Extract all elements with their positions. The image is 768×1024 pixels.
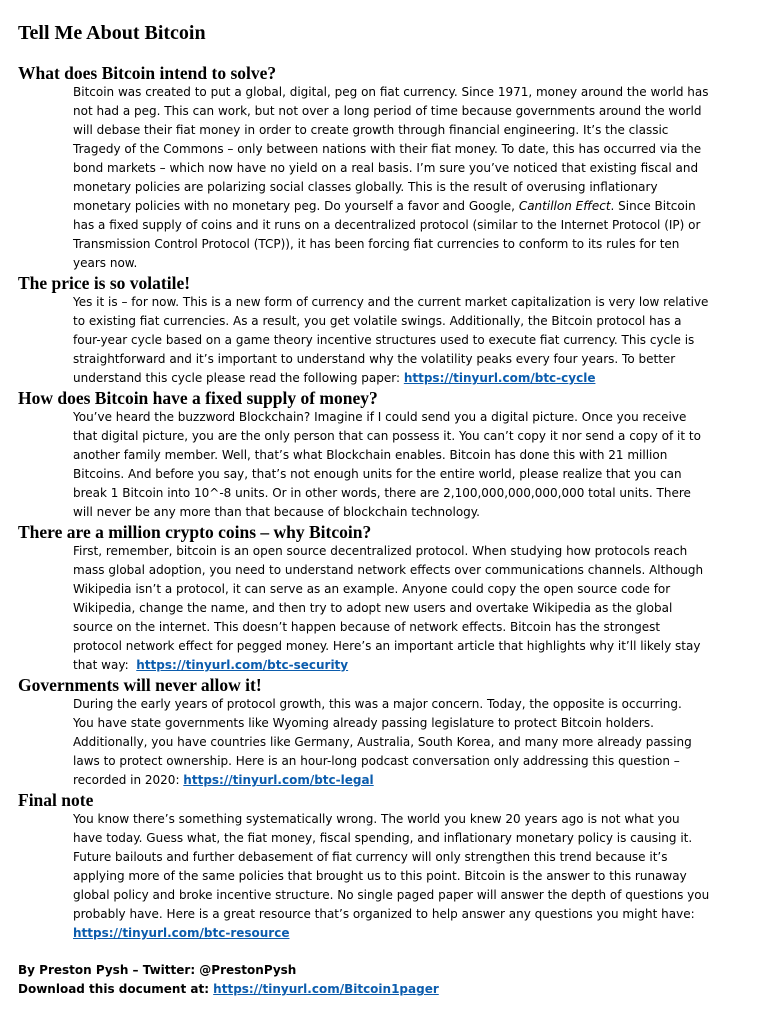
text-line: another family member. Well, that’s what Blockchain enables. Bitcoin has done this with 21 million [73,448,668,462]
text-line: laws to protect ownership. Here is an hour-long podcast conversation only addressing this question – [73,754,680,768]
text-line: have today. Guess what, the fiat money, fiscal spending, and inflationary monetary policy is causing it. [73,831,693,845]
text-line: Bitcoins. And before you say, that’s not enough units for the entire world, please realize that you can [73,467,682,481]
section-heading: The price is so volatile! [18,273,191,293]
text-line: global policy and broke incentive structure. No single paged paper will answer the depth of questions you [73,888,710,902]
text-line: First, remember, bitcoin is an open source decentralized protocol. When studying how protocols reach [73,544,688,558]
section-heading: There are a million crypto coins – why Bitcoin? [18,522,372,542]
text-line: will debase their fiat money in order to create growth through financial engineering. It’s the classic [73,123,669,137]
section-body [73,293,753,388]
text-fragment: . Since Bitcoin [610,199,696,213]
text-line: bond markets – which now have no yield on a real basis. I’m sure you’ve noticed that existing fiscal and [73,161,699,175]
text-line: Bitcoin was created to put a global, digital, peg on fiat currency. Since 1971, money around the world has [73,85,709,99]
section-fixed-supply [18,388,760,522]
text-line: Future bailouts and further debasement of fiat currency will only strengthen this trend because it’s [73,850,668,864]
section-body [73,810,753,943]
page-title: Tell Me About Bitcoin [18,22,206,44]
text-line: Yes it is – for now. This is a new form of currency and the current market capitalization is very low relative [73,295,709,309]
text-line: years now. [73,256,138,270]
text-line: Transmission Control Protocol (TCP)), it has been forcing fiat currencies to conform to its rules for ten [73,237,680,251]
section-volatility [18,273,760,388]
text-line: break 1 Bitcoin into 10^-8 units. Or in other words, there are 2,100,000,000,000,000 total units. There [73,486,691,500]
text-line: Tragedy of the Commons – only between nations with their fiat money. To date, this has occurred via the [73,142,702,156]
text-line: Wikipedia isn’t a protocol, it can serve as an example. Anyone could copy the open source code for [73,582,671,596]
section-heading: Governments will never allow it! [18,675,262,695]
text-line: will never be any more than that because of blockchain technology. [73,505,480,519]
text-line: probably have. Here is a great resource that’s organized to help answer any questions you might have: [73,907,695,921]
section-why-bitcoin [18,522,760,675]
text-line: protocol network effect for pegged money. Here’s an important article that highlights why it’ll likely stay [73,639,701,653]
section-body [73,695,753,790]
text-line-with-emphasis [73,197,753,216]
text-line-with-link [73,924,753,943]
text-line-with-link [73,369,753,388]
btc-security-link[interactable]: https://tinyurl.com/btc-security [136,658,349,672]
section-body [73,542,753,675]
download-line [18,980,439,999]
text-line: You know there’s something systematically wrong. The world you knew 20 years ago is not what you [73,812,680,826]
text-line: monetary policies are polarizing social classes globally. This is the result of overusing inflationary [73,180,658,194]
section-heading: How does Bitcoin have a fixed supply of money? [18,388,378,408]
text-line: four-year cycle based on a game theory incentive structures used to execute fiat currency. This cycle is [73,333,695,347]
text-line-with-link [73,771,753,790]
btc-cycle-link[interactable]: https://tinyurl.com/btc-cycle [403,371,596,385]
text-line-with-link [73,656,753,675]
text-line: has a fixed supply of coins and it runs on a decentralized protocol (similar to the Internet Protocol (IP) or [73,218,701,232]
text-line: You’ve heard the buzzword Blockchain? Imagine if I could send you a digital picture. Once you receive [73,410,687,424]
text-line: mass global adoption, you need to understand network effects over communications channels. Although [73,563,704,577]
text-line: During the early years of protocol growth, this was a major concern. Today, the opposite is occurring. [73,697,682,711]
document [18,20,760,943]
footer [18,961,439,999]
text-fragment: recorded in 2020: [73,773,184,787]
btc-legal-link[interactable]: https://tinyurl.com/btc-legal [183,773,374,787]
text-line: Additionally, you have countries like Germany, Australia, South Korea, and many more already passing [73,735,692,749]
text-line: Wikipedia, change the name, and then try to adopt new users and overtake Wikipedia as the global [73,601,673,615]
section-heading: What does Bitcoin intend to solve? [18,63,277,83]
btc-resource-link[interactable]: https://tinyurl.com/btc-resource [73,926,290,940]
emphasis-text: Cantillon Effect [518,199,611,213]
section-final-note [18,790,760,943]
download-prefix: Download this document at: [18,982,214,996]
text-line: not had a peg. This can work, but not over a long period of time because governments around the world [73,104,702,118]
download-link[interactable]: https://tinyurl.com/Bitcoin1pager [213,982,439,996]
text-fragment: understand this cycle please read the following paper: [73,371,404,385]
text-line: applying more of the same policies that brought us to this point. Bitcoin is the answer to this runaway [73,869,687,883]
section-body [73,408,753,522]
text-fragment: monetary policies with no monetary peg. Do yourself a favor and Google, [73,199,519,213]
text-line: straightforward and it’s important to understand why the volatility peaks every four years. To better [73,352,676,366]
text-fragment: that way: [73,658,137,672]
text-line: to existing fiat currencies. As a result, you get volatile swings. Additionally, the Bitcoin protocol has a [73,314,682,328]
section-intent [18,63,760,273]
section-body [73,83,753,273]
text-line: that digital picture, you are the only person that can possess it. You can’t copy it nor send a copy of it to [73,429,701,443]
text-line: source on the internet. This doesn’t happen because of network effects. Bitcoin has the strongest [73,620,661,634]
text-line: You have state governments like Wyoming already passing legislature to protect Bitcoin holders. [73,716,654,730]
byline: By Preston Pysh – Twitter: @PrestonPysh [18,963,297,977]
section-governments [18,675,760,790]
section-heading: Final note [18,790,94,810]
